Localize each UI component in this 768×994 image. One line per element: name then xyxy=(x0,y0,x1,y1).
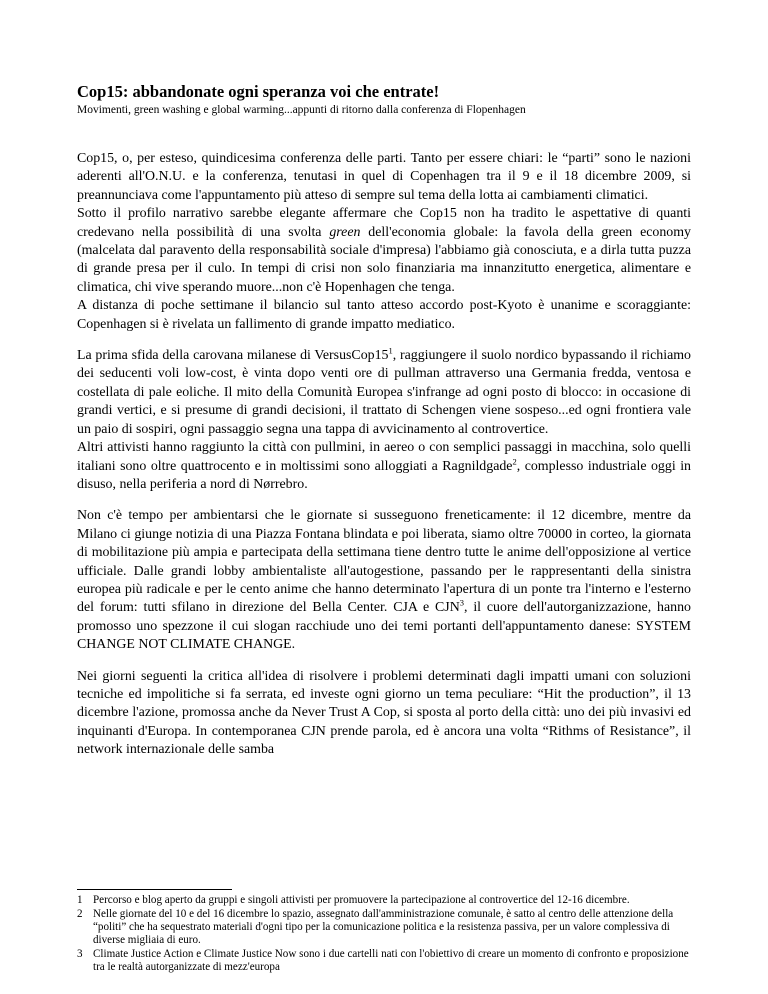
paragraph-intro: Cop15, o, per esteso, quindicesima conferenza delle parti. Tanto per essere chiari: le “parti” sono le nazioni aderenti all'O.N.U. e la conferenza, tenutasi in quel di Copenhagen tra il 9 e il 18 dicembre 2009, si preannunciava come l'appuntamento più atteso di sempre sul tema della lotta ai cambiamenti climatici. xyxy=(77,151,691,203)
paragraph-outcome: A distanza di poche settimane il bilancio sul tanto atteso accordo post-Kyoto è unanime e scoraggiante: Copenhagen si è rivelata un fallimento di grande impatto mediatico. xyxy=(77,298,691,332)
paragraph-text: Non c'è tempo per ambientarsi che le giornate si susseguono freneticamente: il 12 dicembre, mentre da Milano ci giunge notizia di una Piazza Fontana blindata e poi liberata, siamo oltre 70000 in corteo, la giornata di mobilitazione più ampia e partecipata della settimana tiene dentro tutte le anime dell'opposizione al vertice ufficiale. Dalle grandi lobby ambientaliste all'autogestione, passando per le rappresentanti della sinistra europea più radicale e per le cento anime che hanno determinato l'apertura di un ponte tra l'interno e l'esterno del forum: tutti sfilano in direzione del Bella Center. CJA e CJN xyxy=(77,508,691,616)
footnote-text: Percorso e blog aperto da gruppi e singoli attivisti per promuovere la partecipazione al controvertice del 12-16 dicembre. xyxy=(93,894,630,906)
paragraph-green-economy xyxy=(77,205,691,297)
footnote-number: 1 xyxy=(77,894,83,906)
paragraph-text: , complesso industriale oggi in disuso, nella periferia a nord di Nørrebro. xyxy=(77,458,691,492)
footnote-number: 3 xyxy=(77,948,83,961)
footnote-text: Climate Justice Action e Climate Justice Now sono i due cartelli nati con l'obiettivo di creare un momento di confronto e proposizione tra le realtà autorganizzate di mezz'europa xyxy=(93,948,689,974)
emphasis-green: green xyxy=(329,224,361,240)
paragraph-text: Sotto il profilo narrativo sarebbe elegante affermare che Cop15 non ha tradito le aspettative di quanti credevano nella possibilità di una svolta xyxy=(77,206,691,240)
footnote-separator xyxy=(77,889,232,890)
page-subtitle: Movimenti, green washing e global warming...appunti di ritorno dalla conferenza di Flopenhagen xyxy=(77,104,526,116)
paragraph-text: Altri attivisti hanno raggiunto la città con pullmini, in aereo o con semplici passaggi in macchina, solo quelli italiani sono oltre quattrocento e in moltissimi sono alloggiati a Ragnildgade xyxy=(77,440,691,474)
footnote-text: Nelle giornate del 10 e del 16 dicembre lo spazio, assegnato dall'amministrazione comunale, è satto al centro delle attenzione della “politi” che ha sequestrato materiali d'ogni tipo per la comunicazione politica e la resistenza passiva, per un valore complessiva di diverse migliaia di euro. xyxy=(93,908,674,947)
paragraph-text: , il cuore dell'autorganizzazione, hanno promosso uno spezzone il cui slogan racchiude uno dei temi portanti dell'appuntamento danese: SYSTEM CHANGE NOT CLIMATE CHANGE. xyxy=(77,600,691,653)
paragraph-text: La prima sfida della carovana milanese di VersusCop15 xyxy=(77,348,389,364)
article-body xyxy=(77,150,691,773)
paragraph-text: , raggiungere il suolo nordico bypassando il richiamo dei seducenti voli low-cost, è vinta dopo venti ore di pullman attraverso una Germania fredda, ventosa e costellata di pale eoliche. Il mito della Comunità Europea s'infrange ad ogni posto di blocco: in occasione di grandi vertici, e si presume di grandi decisioni, il trattato di Schengen viene sospeso...ed ogni frontiera vale un paio di sospiri, ogni passaggio segna una tappa di avvicinamento al controvertice. xyxy=(77,348,691,437)
footnotes-list xyxy=(77,894,691,976)
footnote xyxy=(77,908,691,947)
footnote-ref-2[interactable]: 2 xyxy=(512,455,517,466)
footnote-ref-1[interactable]: 1 xyxy=(388,345,393,356)
footnote xyxy=(77,894,691,907)
footnote-number: 2 xyxy=(77,908,83,921)
paragraph-text: dell'economia globale: la favola della green economy (malcelata dal paravento della responsabilità sociale d'impresa) l'abbiamo già conosciuta, e a dirla tutta puzza di grande presa per il culo. In tempi di crisi non solo finanziaria ma innanzitutto energetica, alimentare e climatica, chi vive sperando muore...non c'è Hopenhagen che tenga. xyxy=(77,224,691,295)
paragraph-march xyxy=(77,507,691,654)
page-title: Cop15: abbandonate ogni speranza voi che entrate! xyxy=(77,82,440,101)
paragraph-following-days: Nei giorni seguenti la critica all'idea di risolvere i problemi determinati dagli impatti umani con soluzioni tecniche ed impolitiche si fa serrata, ed investe ogni giorno un tema peculiare: “Hit the production”, il 13 dicembre l'azione, promossa anche da Never Trust A Cop, si sposta al porto della città: uno dei più invasivi ed inquinanti d'Europa. In contemporanea CJN prende parola, ed è ancora una volta “Rithms of Resistance”, il network internazionale delle samba xyxy=(77,668,691,758)
paragraph-activists xyxy=(77,439,691,494)
paragraph-journey xyxy=(77,347,691,439)
footnote xyxy=(77,948,691,974)
footnote-ref-3[interactable]: 3 xyxy=(459,597,464,608)
